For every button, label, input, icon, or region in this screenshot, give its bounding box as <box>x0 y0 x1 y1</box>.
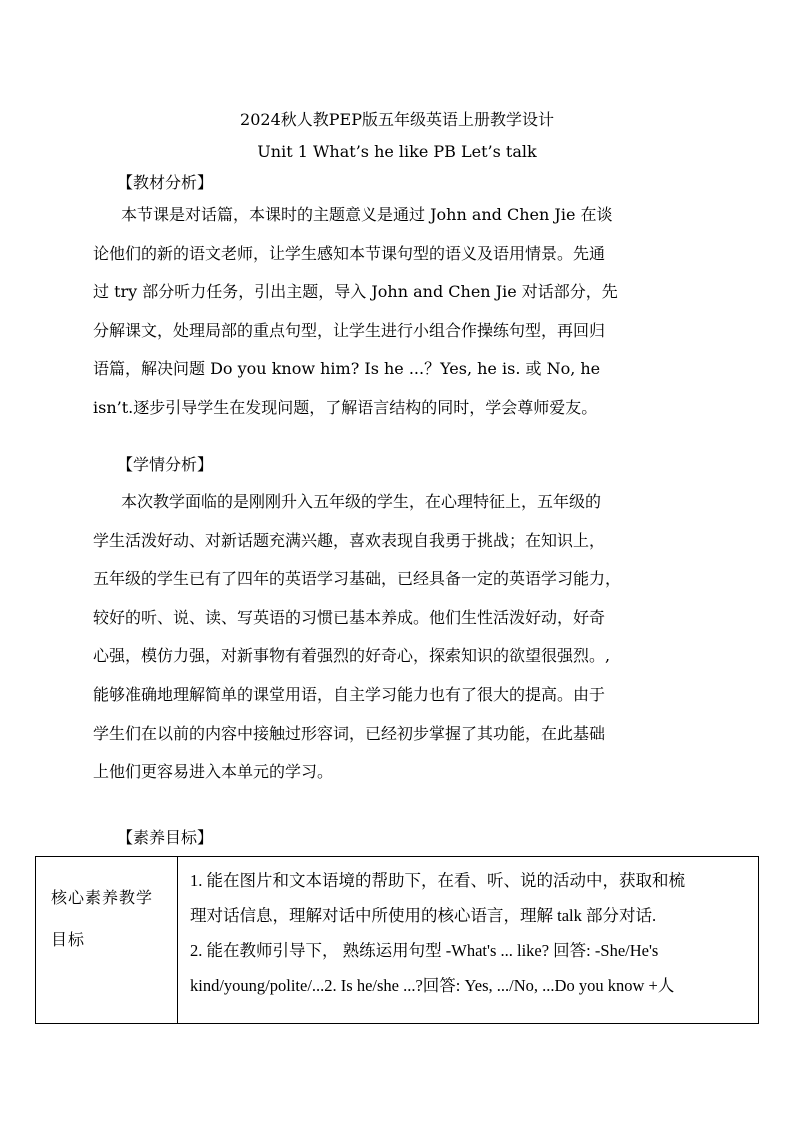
paragraph-line: 心强，模仿力强，对新事物有着强烈的好奇心，探索知识的欲望很强烈。, <box>93 646 611 666</box>
paragraph-line: 学生们在以前的内容中接触过形容词，已经初步掌握了其功能，在此基础 <box>93 723 606 743</box>
paragraph-line: 能够准确地理解简单的课堂用语，自主学习能力也有了很大的提高。由于 <box>93 684 606 704</box>
table-row <box>36 857 759 1024</box>
paragraph-line: 本次教学面临的是刚刚升入五年级的学生，在心理特征上，五年级的 <box>121 492 602 511</box>
paragraph-line: 学生活泼好动、对新话题充满兴趣，喜欢表现自我勇于挑战；在知识上， <box>93 530 606 550</box>
section-heading-learner-analysis: 【学情分析】 <box>117 455 214 474</box>
paragraph-line: 较好的听、说、读、写英语的习惯已基本养成。他们生性活泼好动，好奇 <box>93 607 606 627</box>
paragraph-learner-analysis <box>93 483 713 792</box>
goal-line: 2. 能在教师引导下， 熟练运用句型 -What's ... like? 回答: -She/He's <box>190 941 659 960</box>
paragraph-line: 本节课是对话篇，本课时的主题意义是通过 John and Chen Jie 在谈 <box>121 205 613 224</box>
goal-line: 1. 能在图片和文本语境的帮助下，在看、听、说的活动中，获取和梳 <box>190 871 685 890</box>
paragraph-line: 语篇，解决问题 Do you know him? Is he ...？Yes, he is. 或 No, he <box>93 359 601 379</box>
table-label-cell <box>36 857 178 1024</box>
paragraph-line: isn’t.逐步引导学生在发现问题，了解语言结构的同时，学会尊师爱友。 <box>93 397 598 417</box>
goal-line: kind/young/polite/...2. Is he/she ...?回答: Yes, .../No, ...Do you know +人 <box>190 976 675 995</box>
section-heading-textbook-analysis: 【教材分析】 <box>117 173 214 192</box>
goal-line: 理对话信息，理解对话中所使用的核心语言，理解 talk 部分对话. <box>190 906 657 925</box>
paragraph-line: 过 try 部分听力任务，引出主题，导入 John and Chen Jie 对话部分，先 <box>93 282 618 302</box>
paragraph-line: 五年级的学生已有了四年的英语学习基础，已经具备一定的英语学习能力， <box>93 569 622 589</box>
document-subtitle: Unit 1 What’s he like PB Let’s talk <box>257 142 537 161</box>
section-heading-literacy-goals: 【素养目标】 <box>117 828 214 847</box>
paragraph-textbook-analysis <box>93 196 713 428</box>
literacy-goals-table <box>35 856 759 1024</box>
document-title: 2024秋人教PEP版五年级英语上册教学设计 <box>240 110 554 129</box>
table-content-cell <box>178 857 759 1024</box>
paragraph-line: 分解课文，处理局部的重点句型，让学生进行小组合作操练句型，再回归 <box>93 320 606 340</box>
table-label-line: 目标 <box>51 930 86 949</box>
paragraph-line: 上他们更容易进入本单元的学习。 <box>93 762 334 782</box>
table-label-line: 核心素养教学 <box>51 888 154 907</box>
paragraph-line: 论他们的新的语文老师，让学生感知本节课句型的语义及语用情景。先通 <box>93 243 606 263</box>
